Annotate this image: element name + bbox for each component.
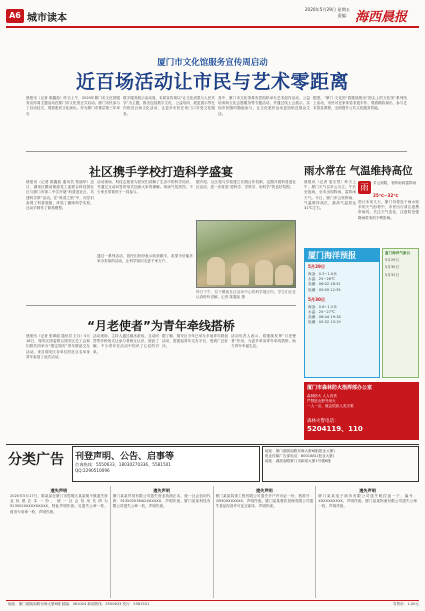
weather-right-body: 预计未来几天，厦门仍将处于雨水较多的天气形势中，市民出行请注意携带雨具，关注天气变化，注意防范强降雨带来的不利影响。 [358,200,419,220]
science-column-4: 据介绍，社区将与学校建立长期合作机制，定期开展科普进社区活动，进一步营造“爱科学、学科学、用科学”的良好氛围。 [196,180,296,190]
classified-column [111,486,214,598]
classified-address-line: 地址：厦门湖滨南路东海大厦6楼(报业大厦) [265,449,335,453]
classified-column-body: 厦门某某贸易有限公司遗失营业执照正本，统一社会信用代码：91350203MA2XXXXXX，声明作废。厦门某某科技有限公司遗失公章一枚，声明作废。 [112,494,211,509]
lead-headline: 近百场活动让市民与艺术零距离 [75,71,349,93]
classified-address-line: 地址：湖滨南路厦门市新闻大厦1号楼6楼 [265,459,331,464]
sea-line: 高潮：06:44 19:18 [308,315,341,320]
sea-forecast-panel [304,248,380,378]
matchmaker-column-2: 活动现场，主持人通过破冰游戏、互动问答等多种形式让参与者相互认识、彼此了解。不少青年在活动中结识了心仪的对象。 [93,334,159,354]
editor-line: 责编： [337,13,350,18]
phone-number: 5550633、18030270336、5581501 [95,462,171,467]
weather-temperature: 25℃~32℃ [373,193,399,198]
weather-body: 晨报讯（记者 詹宏然）昨天上午，厦门天气以多云为主。午后至夜间，全市出现阵雨、雷阵雨天气。今日，厦门多云转阵雨，气温维持高位，最高气温将达31℃左右。 [304,180,356,211]
matchmaker-column-1: 晨报讯（记者 张翠丽 通讯员 王月）5月18日，翔安区团委联合翔安区总工会和妇联共同举办“情定翔安”青年联谊交友活动。来自翔安区各单位的近百名单身青年参加了此次活动。 [26,334,90,359]
classified-columns [8,486,419,598]
classified-title: 刊登声明、公告、启事等 [75,452,175,462]
science-photo-caption: 昨日下午，位于殿前社区活动中心的科学展区内，学生们正在认真聆听讲解。记者 陈鑫茹 摄 [196,290,296,300]
lead-column-4: 据悉，“厦门·文化馆”将继续推出“指尖上的文化馆”系列线上活动，市民可在家体验非遗手作、观看精彩演出、参与艺术普及课程，全面提升公共文化服务效能。 [313,96,407,111]
sea-line: 海浪：0.6~1.2米 [308,304,337,309]
science-column-1: 晨报讯（记者 陈鑫茹 通讯员 郑丽华）近日，湖里区殿前街道党工委联合科技园社区与厦门市第二中学开展“科普进社区，共建科学梦”活动。在“科普之旅”中，同学们参观了科普展板、体验了趣味科学实验，还动手制作了简易模型。 [26,180,94,211]
fire-hotline: 5204119、110 [307,425,363,433]
lead-divider [26,151,407,152]
sea-line: 水温：25~27℃ [308,310,335,315]
matchmaker-title: “月老使者”为青年牵线搭桥 [87,319,235,333]
footer-price: 零售价：1.00元 [393,602,419,606]
phone-label: 咨询热线： [75,462,96,467]
fire-hotline-label: 森林火警电话： [307,419,339,424]
classified-address-line: 报业传媒广告部电话：8001881(报业大厦) [265,454,335,459]
date-block [270,7,350,19]
weather-forecast-text: 多云到阴，有阵雨到雷阵雨 [373,181,417,185]
lead-column-3: 其中，厦门市文化馆将有偿组织举办艺术创作活动、公益培训和文化志愿服务等专题活动，并通过线上云展示，实现市民随时随地参与，让文化惠民活动更加贴近群众生活。 [218,96,310,116]
lead-column-1: 晨报讯（记者 陈鑫茹）昨日上午，2020年厦门市文化馆服务宣传周主题活动在厦门市文化馆正式启动。厦门市民参与了启动仪式，观看惠民文化演出。作为厦门市基层第三年举办 [26,96,120,116]
classified-column-body: 厦门某某装饰工程有限公司遗失开户许可证一份，核准号：J3930XXXXXXX，声明作废。厦门某某餐饮管理有限公司遗失食品经营许可证正副本，声明作废。 [215,494,314,509]
footer-info: 地址：厦门湖滨南路东海大厦6楼 邮编：361004 新闻热线：5550633 发行：5581501 [8,602,150,606]
newspaper-logo: 海西晨报 [355,10,408,25]
sea-sidebar-date: 5月30日 [385,265,400,270]
matchmaker-column-4: 活动负责人表示，将继续发挥“月老使者”作用，为更多单身青年牵线搭桥，助力青年幸福生活。 [231,334,296,349]
sea-sidebar-date: 5月31日 [385,272,400,277]
sea-forecast-title: 厦门海洋预报 [305,249,379,262]
fire-title: 厦门市森林防火指挥部办公室 [307,385,373,391]
page-number: A6 [6,9,24,23]
sea-sidebar-title: 厦门海洋气象台 [385,251,411,255]
science-column-2: 活动现场，科技志愿者为居民们讲解了生活中的科学知识，并通过互动问答的形式加深大家的理解。现场气氛热烈，不少家长带着孩子一同参与。 [97,180,193,195]
sea-line: 海浪：0.5~1.0米 [308,272,337,276]
science-title: 社区携手学校打造科学盛宴 [88,165,233,179]
classified-column [316,486,419,598]
classified-banner [72,446,260,482]
science-column-3: 通过一系列活动，居民们纷纷表示收获颇丰，希望今后能多举办类似的活动，让科学知识走进千家万户。 [97,254,193,264]
classified-label: 分类广告 [8,452,64,468]
classified-column [214,486,317,598]
rain-warning-icon: 雨 [358,181,371,194]
classified-column [8,486,111,598]
sea-line: 高潮：06:02 18:31 [308,282,341,287]
sea-line: 低潮：00:52 13:19 [308,320,341,325]
sea-line: 低潮：00:09 12:35 [308,287,341,292]
sea-date-1: 5月29日 [308,264,326,269]
date-line: 2020年5月29日 星期五 [304,7,350,12]
classified-column-title: 遗失声明 [359,488,376,493]
sea-date-2: 5月30日 [308,296,326,302]
matchmaker-column-3: 据了解，翔安区今年已举办多场青年联谊活动，搭建起青年交友平台，受到广泛好评。 [162,334,228,349]
classified-column-body: 2020年5月17日，陈某某在厦门市思明区某某街不慎遗失营业执照正本一份，统一社会信用代码为91350200XXXXXXXX，特此声明作废。另遗失公章一枚、财务专用章一枚，声明作废。 [10,494,108,514]
footer-rule [6,600,419,601]
fire-prevention-ad [304,382,419,440]
classified-column-body: 厦门某某电子商务有限公司遗失税控盘一个，编号：XXXXXXXXXX，声明作废。厦门某某物流有限公司遗失公章一枚，声明作废。 [318,494,417,509]
weather-title: 雨水常在 气温维持高位 [304,165,413,177]
classified-address-box [262,446,419,482]
lead-column-2: 数字服务展示活动周，本届宣传周以“让文化成果与人民共享”为主题，推出包括数字文化、公益培训、展览展示等在内的近百场文化活动，让更多市民在家门口享受文化服务。 [123,96,215,116]
science-divider [26,305,296,306]
sea-line: 水温：25~26℃ [308,277,335,282]
classified-column-title: 遗失声明 [50,488,68,493]
classified-divider [6,444,419,445]
classified-column-title: 遗失声明 [153,488,170,493]
lead-kicker: 厦门市文化馆服务宣传周启动 [157,58,268,68]
sea-sidebar-date: 5月29日 [385,258,400,263]
section-title: 城市读本 [27,13,67,24]
classified-column-title: 遗失声明 [255,488,273,493]
sea-sidebar [382,248,419,378]
science-photo [196,220,296,288]
fire-slogan: 森林防火 人人有责 严禁进山野外用火 一人一点，就会招致人类灾难 [307,394,354,409]
classified-qq: QQ:2290510096 [75,468,110,473]
